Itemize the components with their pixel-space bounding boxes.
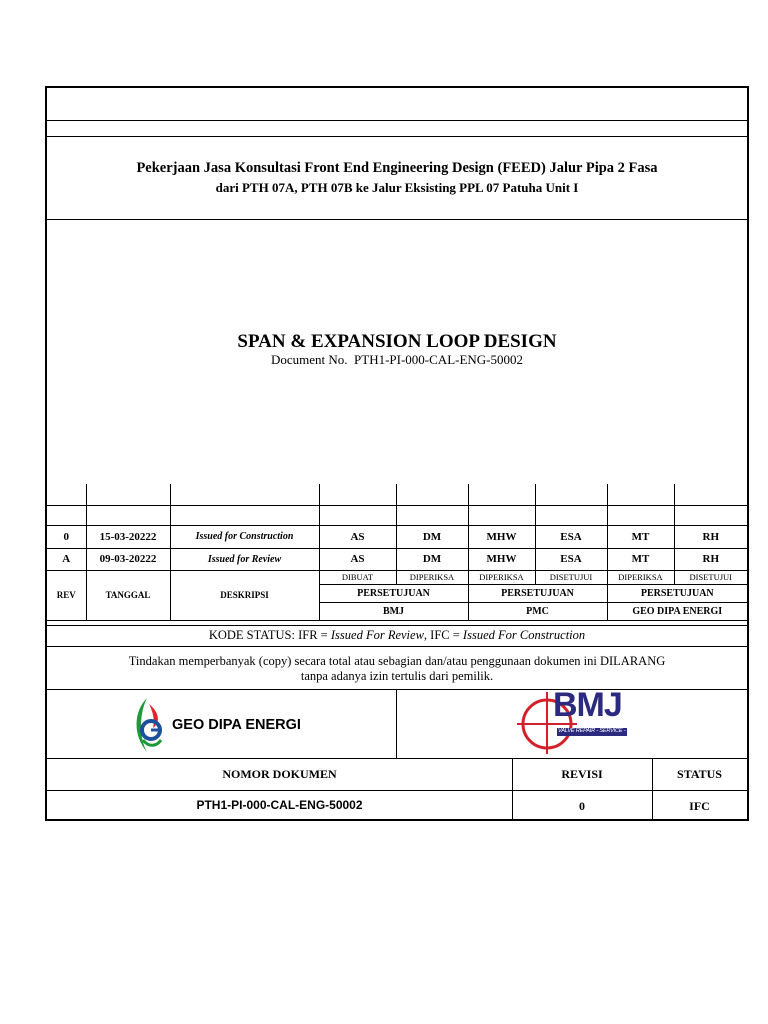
bmj-logo-text: BMJ (553, 686, 622, 724)
status-code-mid: , IFC = (423, 628, 463, 642)
status-code-prefix: KODE STATUS: IFR = (208, 628, 331, 642)
date-cell: 15-03-20222 (86, 525, 170, 548)
document-number-label: Document No. (270, 352, 348, 367)
disetujui-cell: RH (674, 525, 747, 548)
dibuat-cell: AS (319, 525, 396, 548)
disetujui-cell: RH (674, 548, 747, 570)
revisi-label: REVISI (561, 767, 603, 781)
geo-dipa-logo (131, 696, 167, 754)
party-pmc: PMC (468, 602, 607, 620)
project-title: Pekerjaan Jasa Konsultasi Front End Engineering Design (FEED) Jalur Pipa 2 Fasa (136, 160, 658, 176)
nomor-dokumen-value: PTH1-PI-000-CAL-ENG-50002 (196, 798, 363, 812)
nomor-dokumen-label: NOMOR DOKUMEN (222, 767, 337, 781)
role-label: DISETUJUI (674, 570, 747, 584)
persetujuan-label: PERSETUJUAN (607, 584, 747, 602)
divider (396, 689, 397, 758)
bmj-logo (517, 686, 648, 754)
divider (47, 689, 747, 690)
status-code-ifc: Issued For Construction (462, 628, 586, 642)
dibuat-cell: AS (319, 548, 396, 570)
rev-cell: A (47, 548, 86, 570)
copy-notice-line1: Tindakan memperbanyak (copy) secara total atau sebagian dan/atau penggunaan dokumen ini DILARANG (128, 654, 666, 668)
persetujuan-label: PERSETUJUAN (468, 584, 607, 602)
divider (47, 790, 747, 791)
description-cell: Issued for Review (170, 548, 319, 570)
diperiksa-cell: MHW (468, 548, 535, 570)
diperiksa-cell: MT (607, 525, 674, 548)
bmj-tagline: VALVE REPAIR - SERVICE - SUPPLY (558, 728, 648, 734)
table-row (47, 484, 747, 505)
revision-row (47, 525, 747, 548)
document-cover-sheet (45, 86, 749, 821)
divider (47, 758, 747, 759)
table-row (47, 505, 747, 525)
copy-notice-line2: tanpa adanya izin tertulis dari pemilik. (300, 669, 494, 683)
disetujui-cell: ESA (535, 548, 607, 570)
revision-row (47, 548, 747, 570)
revisi-value: 0 (579, 799, 585, 813)
rev-header: REV (47, 570, 86, 620)
document-number: PTH1-PI-000-CAL-ENG-50002 (354, 352, 524, 367)
role-label: DIPERIKSA (468, 570, 535, 584)
diperiksa-cell: DM (396, 525, 468, 548)
divider (47, 136, 747, 137)
project-subtitle: dari PTH 07A, PTH 07B ke Jalur Eksisting PPL 07 Patuha Unit I (215, 180, 579, 195)
status-code-legend (47, 628, 747, 643)
persetujuan-label: PERSETUJUAN (319, 584, 468, 602)
disetujui-cell: ESA (535, 525, 607, 548)
document-title: SPAN & EXPANSION LOOP DESIGN (237, 331, 557, 352)
deskripsi-header: DESKRIPSI (170, 570, 319, 620)
rev-cell: 0 (47, 525, 86, 548)
geo-dipa-emblem-icon (131, 696, 167, 754)
status-code-ifr: Issued For Review (330, 628, 424, 642)
party-geo-dipa: GEO DIPA ENERGI (607, 602, 747, 620)
revision-table (47, 484, 747, 621)
role-row (47, 570, 747, 584)
divider (47, 219, 747, 220)
role-label: DIBUAT (319, 570, 396, 584)
document-number-line (47, 352, 747, 368)
geo-dipa-logo-text: GEO DIPA ENERGI (172, 717, 301, 733)
divider (47, 646, 747, 647)
tanggal-header: TANGGAL (86, 570, 170, 620)
role-label: DISETUJUI (535, 570, 607, 584)
status-label: STATUS (677, 767, 722, 781)
diperiksa-cell: DM (396, 548, 468, 570)
role-label: DIPERIKSA (607, 570, 674, 584)
diperiksa-cell: MHW (468, 525, 535, 548)
status-value: IFC (689, 799, 710, 813)
description-cell: Issued for Construction (170, 525, 319, 548)
divider (47, 625, 747, 626)
diperiksa-cell: MT (607, 548, 674, 570)
role-label: DIPERIKSA (396, 570, 468, 584)
divider (47, 120, 747, 121)
party-bmj: BMJ (319, 602, 468, 620)
date-cell: 09-03-20222 (86, 548, 170, 570)
